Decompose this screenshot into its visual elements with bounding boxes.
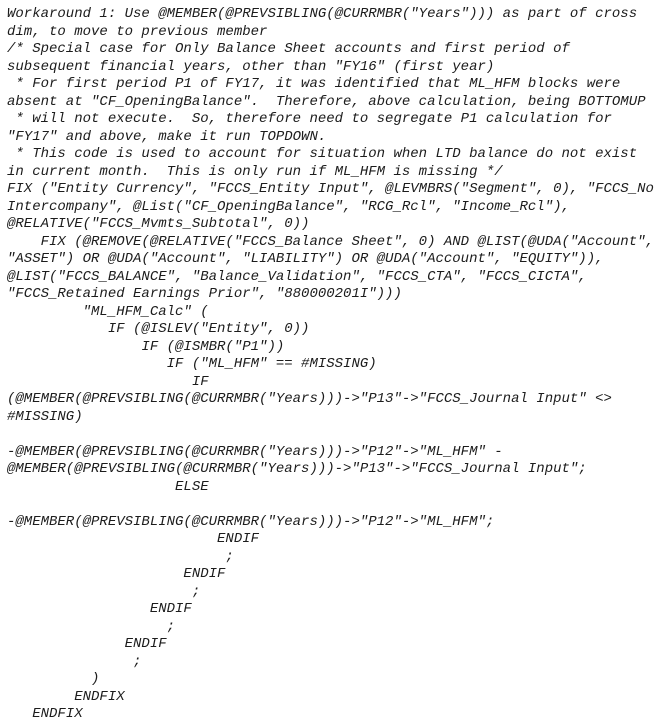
code-line: ; xyxy=(7,653,142,670)
code-line: ENDIF xyxy=(7,531,260,547)
code-line: /* Special case for Only Balance Sheet accounts and first period of xyxy=(7,41,570,57)
code-line: * This code is used to account for situation when LTD balance do not exist xyxy=(7,146,638,162)
code-line: "FY17" and above, make it run TOPDOWN. xyxy=(7,128,327,145)
code-line: IF ("ML_HFM" == #MISSING) xyxy=(7,356,377,372)
code-line: @LIST("FCCS_BALANCE", "Balance_Validation", "FCCS_CTA", "FCCS_CICTA", xyxy=(7,268,587,285)
code-line: subsequent financial years, other than "FY16" (first year) xyxy=(7,58,495,75)
code-line: "FCCS_Retained Earnings Prior", "880000201I"))) xyxy=(7,286,402,302)
code-line xyxy=(7,496,658,514)
code-line: @RELATIVE("FCCS_Mvmts_Subtotal", 0)) xyxy=(7,216,310,232)
code-line: IF xyxy=(7,373,209,390)
code-line: ENDIF xyxy=(7,566,226,582)
code-line: #MISSING) xyxy=(7,408,83,425)
code-line: ENDIF xyxy=(7,601,192,617)
code-line: FIX (@REMOVE(@RELATIVE("FCCS_Balance Sheet", 0) AND @LIST(@UDA("Account", xyxy=(7,233,654,250)
code-line: Workaround 1: Use @MEMBER(@PREVSIBLING(@CURRMBR("Years"))) as part of cross xyxy=(7,6,638,22)
code-line: -@MEMBER(@PREVSIBLING(@CURRMBR("Years)))->"P12"->"ML_HFM" - xyxy=(7,443,503,460)
code-line: ; xyxy=(7,548,234,565)
code-line xyxy=(7,426,658,444)
code-line: ENDIF xyxy=(7,636,167,652)
code-line: in current month. This is only run if ML_HFM is missing */ xyxy=(7,163,503,180)
code-line: FIX ("Entity Currency", "FCCS_Entity Input", @LEVMBRS("Segment", 0), "FCCS_No xyxy=(7,181,654,197)
code-line: -@MEMBER(@PREVSIBLING(@CURRMBR("Years)))->"P12"->"ML_HFM"; xyxy=(7,513,495,530)
code-line: ) xyxy=(7,671,100,687)
code-line: Intercompany", @List("CF_OpeningBalance", "RCG_Rcl", "Income_Rcl"), xyxy=(7,198,570,215)
code-line: "ASSET") OR @UDA("Account", "LIABILITY") OR @UDA("Account", "EQUITY")), xyxy=(7,251,604,267)
code-line: ; xyxy=(7,583,201,600)
code-line: (@MEMBER(@PREVSIBLING(@CURRMBR("Years)))->"P13"->"FCCS_Journal Input" <> xyxy=(7,391,612,407)
code-line: ENDFIX xyxy=(7,706,83,722)
code-line: absent at "CF_OpeningBalance". Therefore, above calculation, being BOTTOMUP xyxy=(7,93,646,110)
code-line: "ML_HFM_Calc" ( xyxy=(7,303,209,320)
code-line: * For first period P1 of FY17, it was identified that ML_HFM blocks were xyxy=(7,76,621,92)
code-line: @MEMBER(@PREVSIBLING(@CURRMBR("Years)))->"P13"->"FCCS_Journal Input"; xyxy=(7,461,587,477)
code-line: ELSE xyxy=(7,478,209,495)
code-line: dim, to move to previous member xyxy=(7,23,268,40)
code-line: IF (@ISLEV("Entity", 0)) xyxy=(7,321,310,337)
code-line: ; xyxy=(7,618,176,635)
code-line: IF (@ISMBR("P1")) xyxy=(7,338,285,355)
code-line: ENDFIX xyxy=(7,688,125,705)
code-line: * will not execute. So, therefore need to segregate P1 calculation for xyxy=(7,111,612,127)
